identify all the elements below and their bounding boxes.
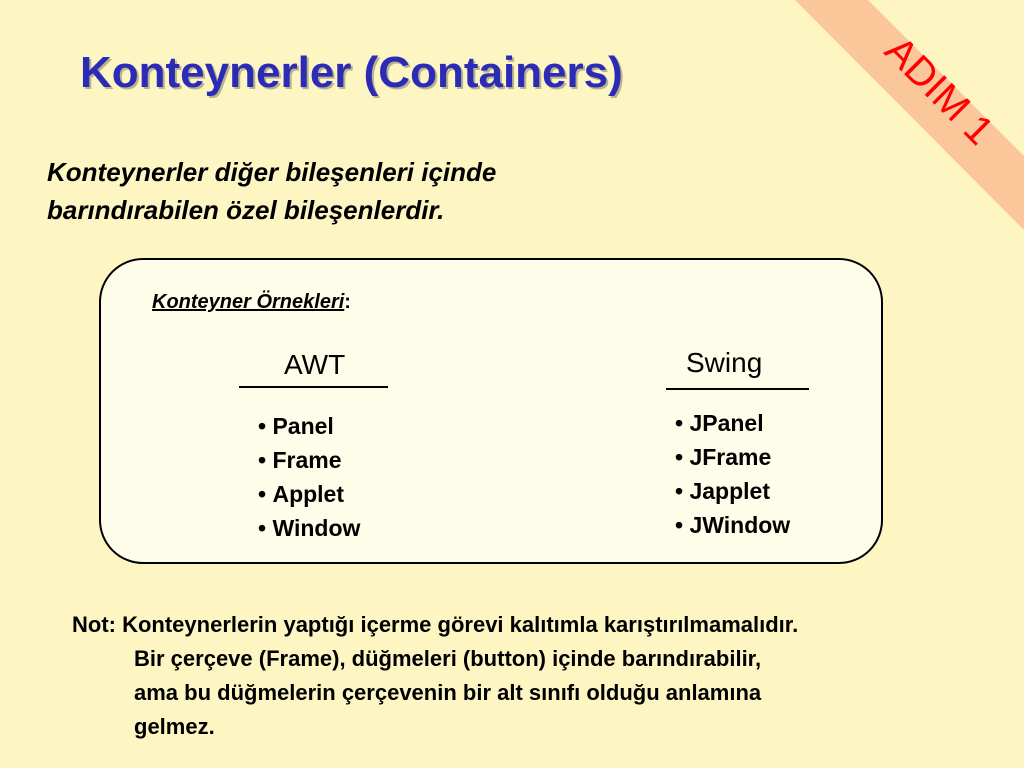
note-line-4: gelmez.: [134, 714, 215, 739]
note-text: [72, 608, 1017, 744]
list-item: • JFrame: [675, 440, 790, 474]
swing-rule: [666, 388, 809, 390]
list-item: • Japplet: [675, 474, 790, 508]
list-item: • Panel: [258, 409, 360, 443]
list-item: • Frame: [258, 443, 360, 477]
awt-rule: [239, 386, 388, 388]
examples-heading: [152, 291, 351, 314]
intro-line-1: Konteynerler diğer bileşenleri içinde: [47, 157, 497, 187]
note-line-1: Not: Konteynerlerin yaptığı içerme görevi kalıtımla karıştırılmamalıdır.: [72, 612, 799, 637]
intro-text: [47, 153, 697, 229]
note-line-3: ama bu düğmelerin çerçevenin bir alt sınıfı olduğu anlamına: [134, 680, 762, 705]
list-item: • JPanel: [675, 406, 790, 440]
awt-heading: AWT: [284, 349, 346, 380]
swing-list: [675, 406, 790, 542]
awt-list: [258, 409, 360, 545]
swing-heading: Swing: [686, 347, 763, 378]
list-item: • Applet: [258, 477, 360, 511]
note-line-2: Bir çerçeve (Frame), düğmeleri (button) içinde barındırabilir,: [134, 646, 762, 671]
examples-colon: :: [344, 291, 351, 313]
list-item: • Window: [258, 511, 360, 545]
intro-line-2: barındırabilen özel bileşenlerdir.: [47, 195, 445, 225]
page-title: Konteynerler (Containers): [80, 48, 623, 97]
list-item: • JWindow: [675, 508, 790, 542]
badge-text: ADIM 1: [876, 28, 1002, 154]
examples-label: Konteyner Örnekleri: [152, 291, 345, 313]
